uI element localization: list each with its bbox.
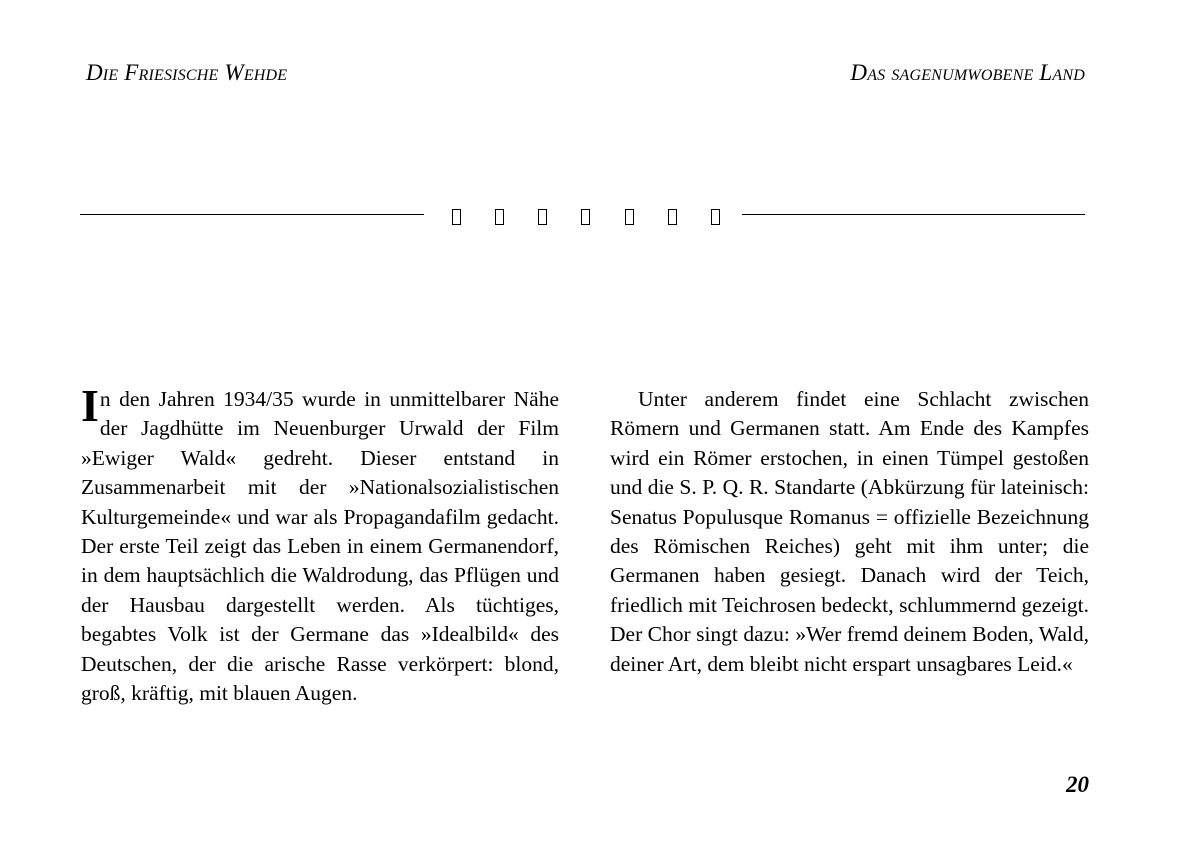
square-box-icon bbox=[495, 209, 504, 225]
square-box-icon bbox=[668, 209, 677, 225]
page-number: 20 bbox=[1066, 772, 1089, 797]
paragraph-text: n den Jahren 1934/35 wurde in unmittelbarer Nähe der Jagdhütte im Neuenburger Urwald der Film »Ewiger Wald« gedreht. Dieser entstand in Zusammenarbeit mit der »Nationalsozialistischen Kulturgemeinde« und war als Propagandafilm gedacht. Der erste Teil zeigt das Leben in einem Germanendorf, in dem hauptsächlich die Waldrodung, das Pflügen und der Hausbau dargestellt werden. Als tüchtiges, begabtes Volk ist der Germane das »Idealbild« des Deutschen, der die arische Rasse verkörpert: blond, groß, kräftig, mit blauen Augen. bbox=[81, 387, 559, 706]
square-box-icon bbox=[538, 209, 547, 225]
drop-cap: I bbox=[81, 380, 99, 431]
divider-ornaments bbox=[452, 204, 720, 230]
running-head-right: Das sagenumwobene Land bbox=[850, 60, 1085, 85]
square-box-icon bbox=[581, 209, 590, 225]
divider-rule-right bbox=[742, 214, 1085, 215]
square-box-icon bbox=[452, 209, 461, 225]
divider-rule-left bbox=[80, 214, 424, 215]
square-box-icon bbox=[711, 209, 720, 225]
paragraph bbox=[81, 380, 559, 708]
square-box-icon bbox=[625, 209, 634, 225]
text-column-left bbox=[81, 380, 559, 708]
running-head-left: Die Friesische Wehde bbox=[86, 60, 288, 85]
paragraph-text: Unter anderem findet eine Schlacht zwischen Römern und Germanen statt. Am Ende des Kampfes wird ein Römer erstochen, in einen Tümpel gestoßen und die S. P. Q. R. Standarte (Abkürzung für lateinisch: Senatus Populusque Romanus = offizielle Bezeichnung des Römischen Reiches) geht mit ihm unter; die Germanen haben gesiegt. Danach wird der Teich, friedlich mit Teichrosen bedeckt, schlummernd gezeigt. Der Chor singt dazu: »Wer fremd deinem Boden, Wald, deiner Art, dem bleibt nicht erspart unsagbares Leid.« bbox=[610, 387, 1089, 676]
text-column-right bbox=[610, 385, 1089, 679]
